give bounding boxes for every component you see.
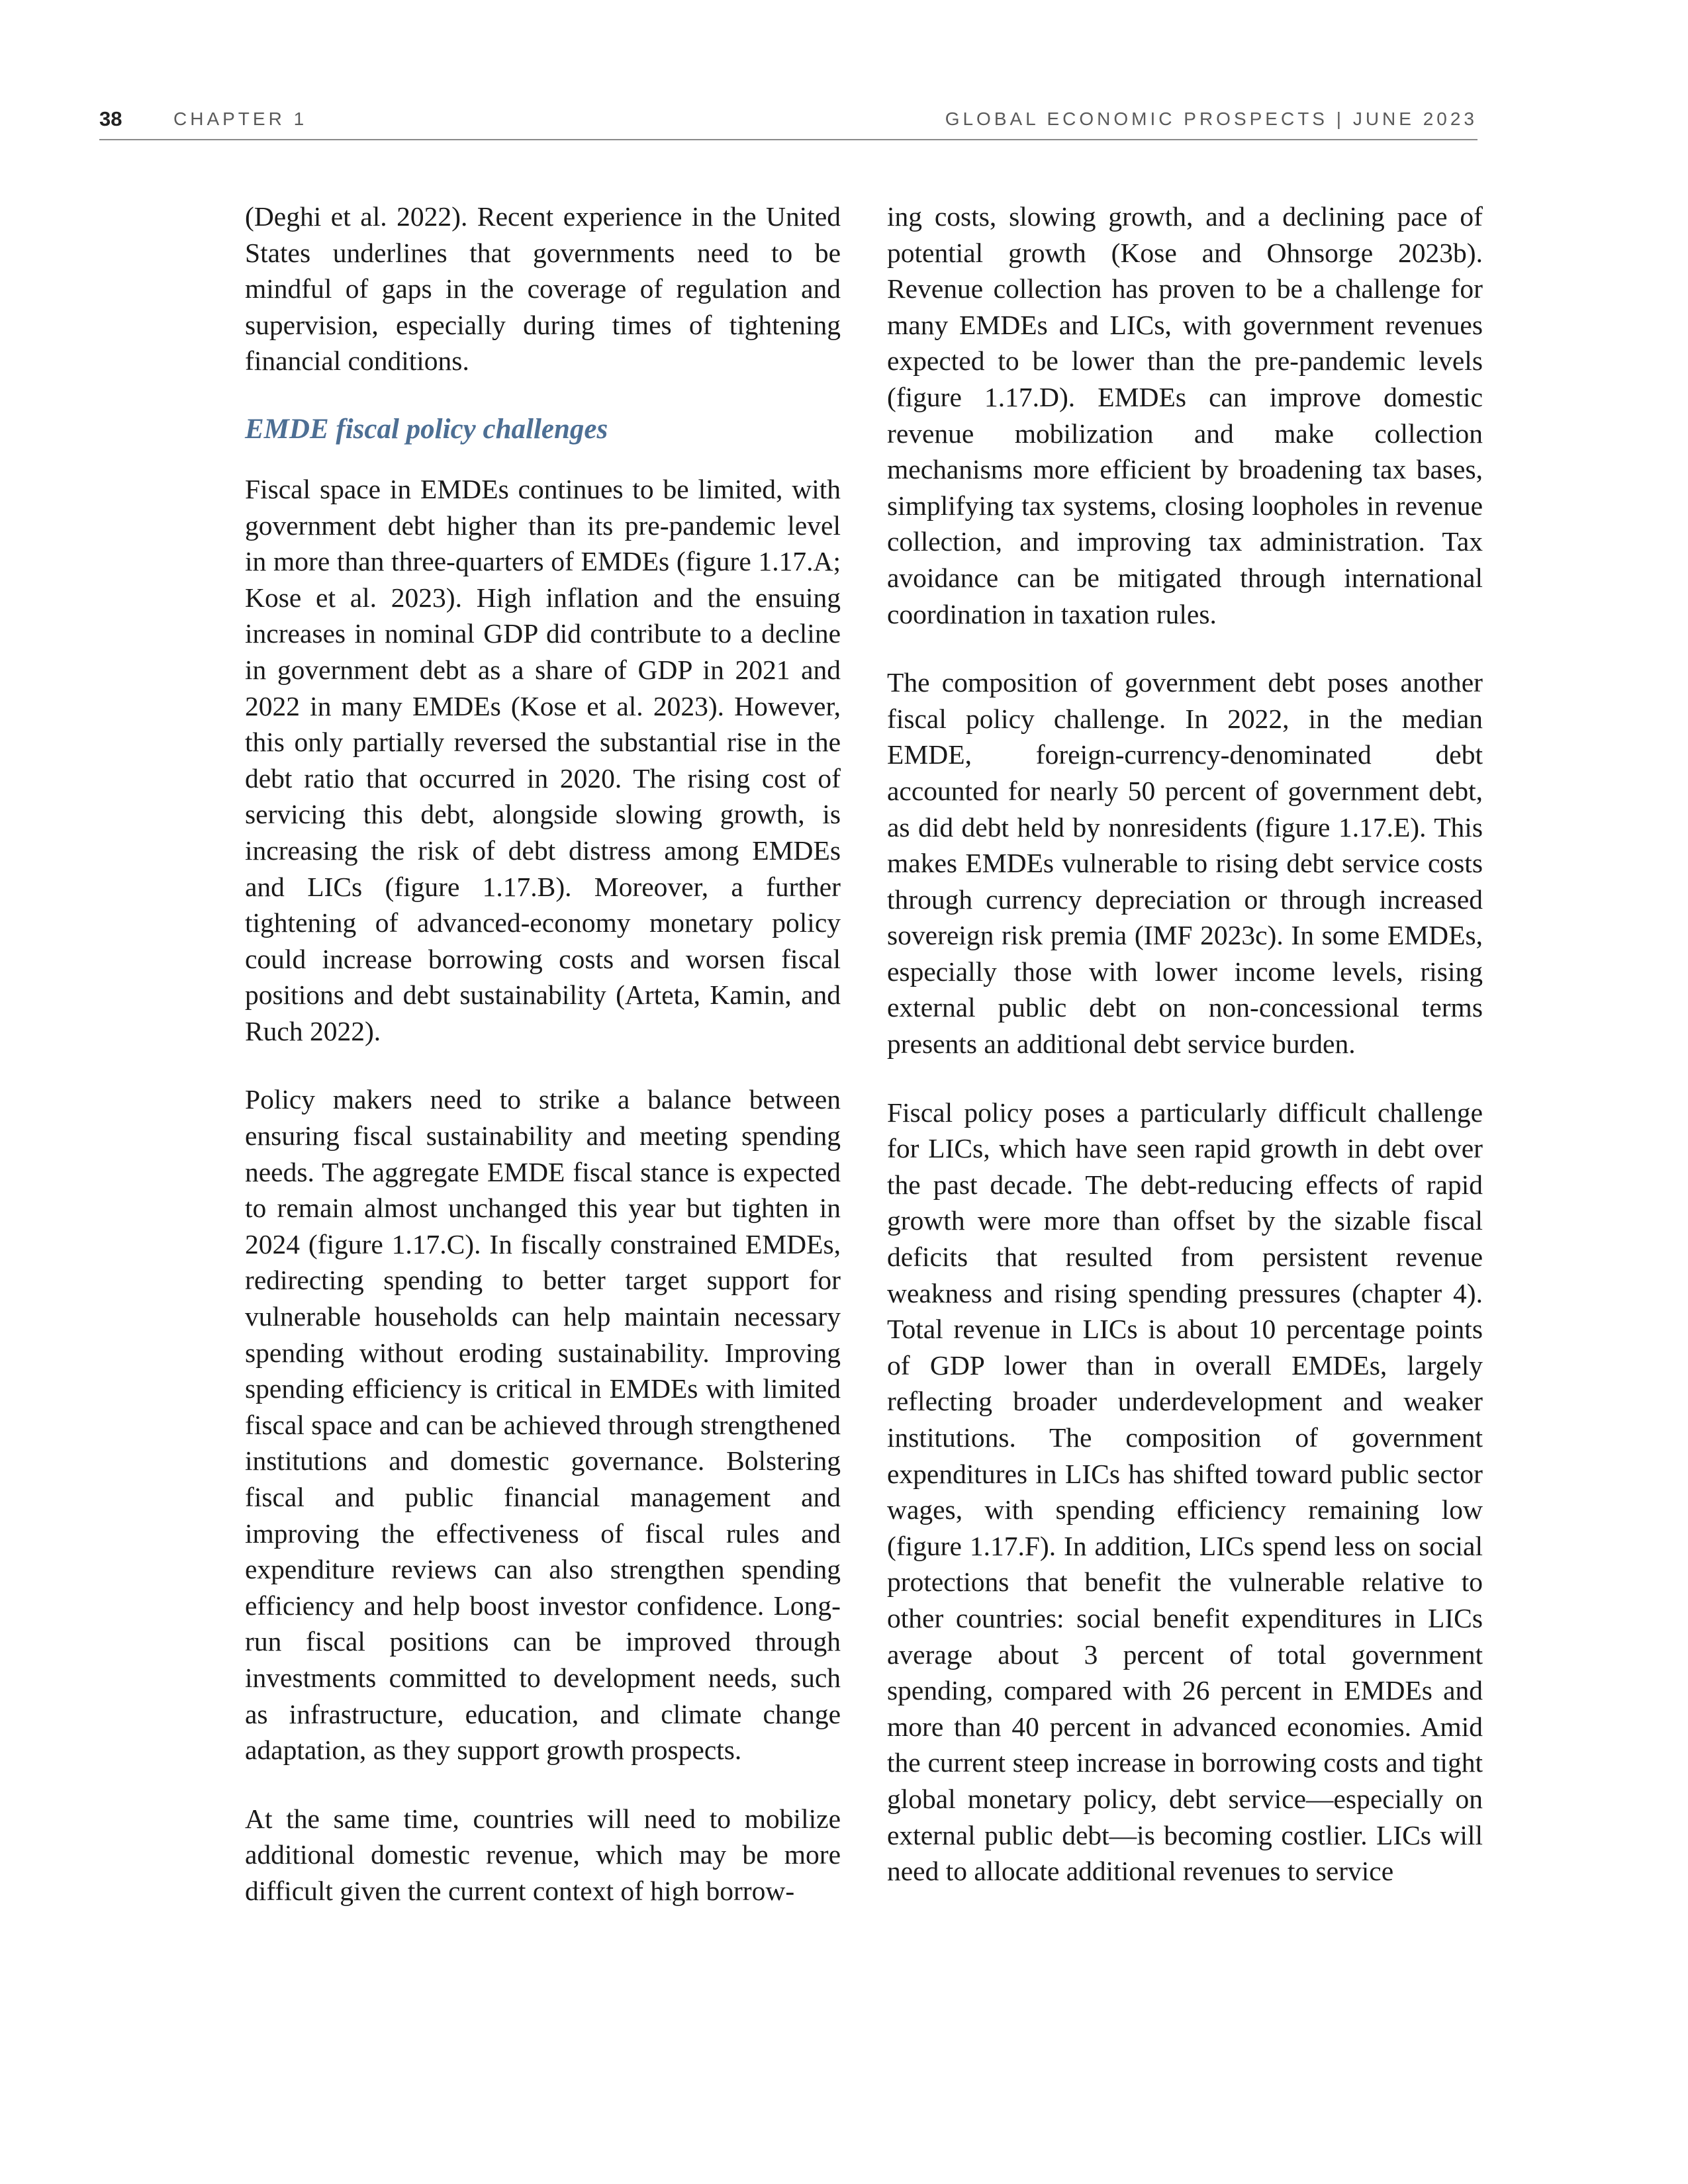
publication-title: GLOBAL ECONOMIC PROSPECTS | JUNE 2023 [945, 109, 1477, 129]
paragraph-fiscal-space: Fiscal space in EMDEs continues to be limited, with government debt higher than its pre-pandemic level in more than three-quarters of EMDEs (figure 1.17.A; Kose et al. 2023). High inflation and the ensuing increases in nominal GDP did contribute to a decline in government debt as a share of GDP in 2021 and 2022 in many EMDEs (Kose et al. 2023). However, this only partially reversed the substantial rise in the debt ratio that occurred in 2020. The rising cost of servicing this debt, alongside slowing growth, is increasing the risk of debt distress among EMDEs and LICs (figure 1.17.B). Moreover, a further tightening of advanced-economy monetary policy could increase borrowing costs and worsen fiscal positions and debt sustainability (Arteta, Kamin, and Ruch 2022). [245, 473, 841, 1046]
paragraph-lic-fiscal-policy: Fiscal policy poses a particularly difficult challenge for LICs, which have seen rapid growth in debt over the past decade. The debt-reducing effects of rapid growth were more than offset by the sizable fiscal deficits that resulted from persistent revenue weakness and rising spending pressures (chapter 4). Total revenue in LICs is about 10 percentage points of GDP lower than in overall EMDEs, largely reflecting broader underdevelopment and weaker institutions. The composition of government expenditures in LICs has shifted toward public sector wages, with spending efficiency remaining low (figure 1.17.F). In addition, LICs spend less on social protections that benefit the vulnerable relative to other countries: social benefit expenditures in LICs average about 3 percent of total government spending, compared with 26 percent in EMDEs and more than 40 percent in advanced economies. Amid the current steep increase in borrowing costs and tight global monetary policy, debt service—especially on external public debt—is becoming costlier. LICs will need to allocate additional revenues to service [887, 1097, 1483, 1887]
paragraph-revenue-collection: ing costs, slowing growth, and a declining pace of potential growth (Kose and Ohnsorge 2023b). Revenue collection has proven to be a challenge for many EMDEs and LICs, with government revenues expected to be lower than the pre-pandemic levels (figure 1.17.D). EMDEs can improve domestic revenue mobilization and make collection mechanisms more efficient by broadening tax bases, simplifying tax systems, closing loopholes in revenue collection, and improving tax administration. Tax avoidance can be mitigated through international coordination in taxation rules. [887, 201, 1483, 629]
chapter-label: CHAPTER 1 [173, 109, 308, 129]
paragraph-intro: (Deghi et al. 2022). Recent experience in the United States underlines that governments need to be mindful of gaps in the coverage of regulation and supervision, especially during times of tightening financial conditions. [245, 201, 841, 377]
paragraph-domestic-revenue: At the same time, countries will need to mobilize additional domestic revenue, which may be more difficult given the current context of high borrow- [245, 1803, 841, 1906]
page-number: 38 [99, 107, 122, 130]
paragraph-debt-composition: The composition of government debt poses another fiscal policy challenge. In 2022, in the median EMDE, foreign-currency-denominated debt accounted for nearly 50 percent of government debt, as did debt held by nonresidents (figure 1.17.E). This makes EMDEs vulnerable to rising debt service costs through currency depreciation or through increased sovereign risk premia (IMF 2023c). In some EMDEs, especially those with lower income levels, rising external public debt on non-concessional terms presents an additional debt service burden. [887, 667, 1483, 1060]
left-column [245, 199, 841, 1942]
paragraph-policy-makers: Policy makers need to strike a balance between ensuring fiscal sustainability and meeting spending needs. The aggregate EMDE fiscal stance is expected to remain almost unchanged this year but tighten in 2024 (figure 1.17.C). In fiscally constrained EMDEs, redirecting spending to better target support for vulnerable households can help maintain necessary spending without eroding sustainability. Improving spending efficiency is critical in EMDEs with limited fiscal space and can be achieved through strengthened institutions and domestic governance. Bolstering fiscal and public financial management and improving the effectiveness of fiscal rules and expenditure reviews can also strengthen spending efficiency and help boost investor confidence. Long-run fiscal positions can be improved through investments committed to development needs, such as infrastructure, education, and climate change adaptation, as they support growth prospects. [245, 1084, 841, 1766]
right-column [887, 199, 1483, 1922]
section-heading: EMDE fiscal policy challenges [245, 413, 608, 445]
page-header [99, 102, 1477, 140]
